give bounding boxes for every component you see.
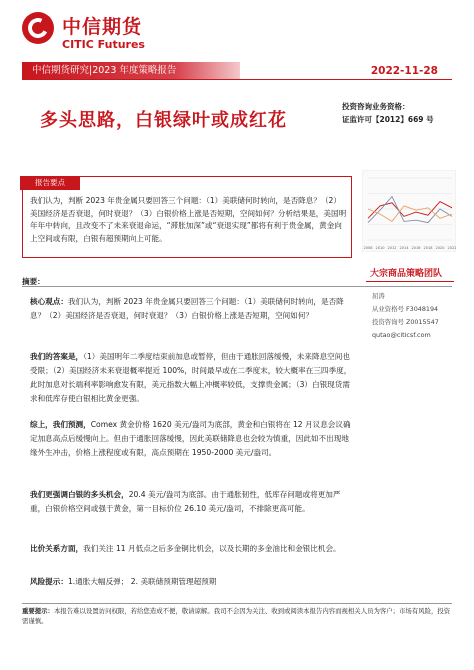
- paragraph-body: 我们关注 11 月低点之后多金铜比机会，以及长期的多金油比和金银比机会。: [83, 544, 341, 553]
- analyst-name: 屈涛: [372, 292, 385, 300]
- thumbnail-chart: [362, 170, 456, 252]
- license-info: [342, 100, 434, 126]
- license-line-1: 投资咨询业务资格：: [342, 102, 410, 111]
- paragraph-body: 20.4 美元/盎司为底部。由于通胀韧性，低库存问题或将更加严重，白银价格空间或强于黄金，第一目标价位 26.10 美元/盎司，不排除更高可能。: [30, 490, 341, 513]
- analyst-cert-1: 从业资格号 F3048194: [372, 305, 439, 313]
- chart-x-tick-label: 2014: [399, 246, 409, 250]
- team-divider: [366, 281, 454, 282]
- paragraph-lead: 综上，我们预测，: [30, 420, 91, 429]
- license-line-2: 证监许可【2012】669 号: [342, 115, 434, 124]
- paragraph-lead: 我们更强调白银的多头机会，: [30, 490, 129, 499]
- report-series-banner: 中信期货研究|2023 年度策略报告: [22, 62, 240, 79]
- chart-x-tick-label: 2008: [363, 246, 373, 250]
- paragraph-lead: 我们的答案是，: [30, 352, 84, 361]
- analyst-info: [372, 290, 439, 342]
- summary-text: 我们认为，判断 2023 年贵金属只要回答三个问题：（1）美联储何时转向，是否降息？（2）美国经济是否衰退，何时衰退？（3）白银价格上涨是否短期，空间如何？分析结果是，美国明年年中转向，且改变不了未来衰退命运，“滞胀加深”或“衰退实现”都将有利于贵金属，黄金向上空间或有限，白银有超预期向上可能。: [30, 196, 347, 243]
- chart-svg: [362, 170, 456, 252]
- chart-x-tick-label: 2020: [435, 246, 445, 250]
- paragraph-core-view: [30, 295, 352, 323]
- report-date: 2022-11-28: [370, 65, 438, 77]
- chart-x-tick-label: 2012: [387, 246, 397, 250]
- paragraph-risk: [30, 575, 352, 589]
- report-title: 多头思路，白银绿叶或成红花: [40, 110, 287, 131]
- paragraph-body: 我们认为，判断 2023 年贵金属只要回答三个问题：（1）美联储何时转向，是否降息？（2）美国经济是否衰退，何时衰退？（3）白银价格上涨是否短期，空间如何？: [30, 297, 344, 320]
- brand-name-en: CITIC Futures: [62, 38, 145, 51]
- paragraph-answer: [30, 350, 352, 406]
- disclaimer-text: 本报告难以设置访问权限，若给您造成不便，敬请谅解。我司不会因为关注、收到或阅读本报告内容而视相关人员为客户；市场有风险，投资需谨慎。: [22, 607, 451, 625]
- abstract-divider: [22, 286, 452, 287]
- disclaimer-divider: [22, 603, 452, 604]
- paragraph-silver: [30, 488, 352, 516]
- disclaimer: [22, 606, 452, 626]
- chart-x-tick-label: 2018: [423, 246, 433, 250]
- chart-x-tick-label: 2022: [447, 246, 456, 250]
- chart-x-tick-label: 2016: [411, 246, 421, 250]
- summary-tab: 报告要点: [20, 176, 80, 190]
- paragraph-lead: 比价关系方面，: [30, 544, 84, 553]
- paragraph-lead: 核心观点：: [30, 297, 68, 306]
- brand-name-cn: 中信期货: [62, 16, 143, 38]
- analyst-cert-2: 投资咨询号 Z0015547: [372, 318, 439, 326]
- abstract-label: 摘要：: [22, 277, 45, 286]
- paragraph-body: 1.通胀大幅反弹； 2. 美联储预期管理超预期: [67, 577, 217, 586]
- disclaimer-label: 重要提示：: [22, 607, 54, 615]
- chart-x-tick-label: 2010: [375, 246, 385, 250]
- paragraph-body: （1）美国明年二季度结束前加息或暂停，但由于通胀回落缓慢，未来降息空间也受限；（2）美国经济未来衰退概率提近 100%，时间最早或在二季度末，较大概率在三四季度，此时加息对长端利率影响愈发有限，美元指数大幅上冲概率较低，支撑贵金属；（3）白银现货需求和低库存使白银相比黄金更强。: [30, 352, 352, 403]
- citic-logo: [22, 12, 54, 44]
- paragraph-lead: 风险提示：: [30, 577, 68, 586]
- paragraph-forecast: [30, 418, 352, 460]
- paragraph-body: Comex 黄金价格 1620 美元/盎司为底部，黄金和白银将在 12 月议息会议确定加息高点后缓慢向上。但由于通胀回落缓慢，因此美联储降息也会较为慎重，因此如不出现地缘外生冲击，价格上涨程度或有限，高点预期在 1950-2000 美元/盎司。: [30, 420, 351, 457]
- paragraph-ratio: [30, 542, 352, 556]
- analyst-email[interactable]: qutao@citicsf.com: [372, 331, 431, 339]
- team-title: 大宗商品策略团队: [370, 269, 443, 279]
- header-divider: [22, 79, 452, 80]
